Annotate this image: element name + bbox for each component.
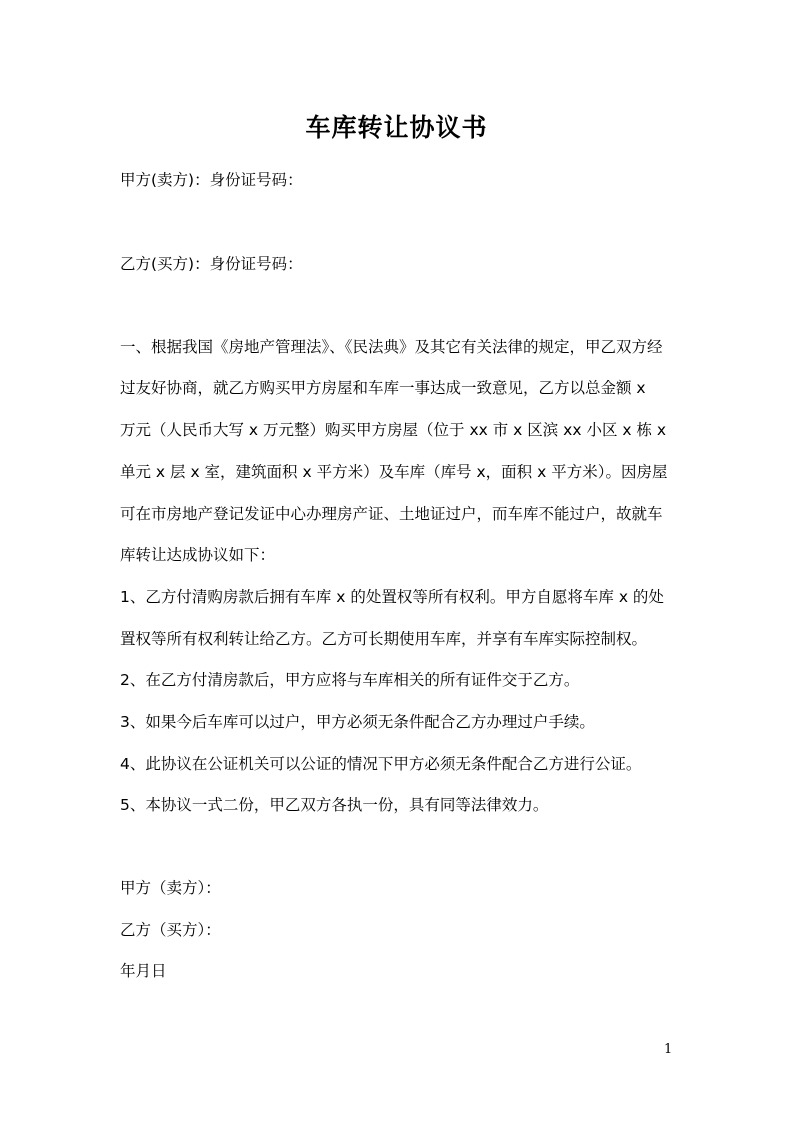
party-a-info: 甲方(卖方)：身份证号码： xyxy=(120,171,303,189)
intro-line: 库转让达成协议如下： xyxy=(120,546,276,564)
party-b-info: 乙方(买方)：身份证号码： xyxy=(120,255,303,273)
page-number: 1 xyxy=(664,1042,673,1057)
date-line: 年月日 xyxy=(120,962,167,980)
clause-3: 3、如果今后车库可以过户，甲方必须无条件配合乙方办理过户手续。 xyxy=(120,713,595,731)
intro-line: 过友好协商，就乙方购买甲方房屋和车库一事达成一致意见，乙方以总金额 x xyxy=(120,379,646,397)
signature-party-b: 乙方（买方）： xyxy=(120,921,221,939)
clause-5: 5、本协议一式二份，甲乙双方各执一份，具有同等法律效力。 xyxy=(120,796,549,814)
document-title: 车库转让协议书 xyxy=(305,113,488,142)
intro-line: 可在市房地产登记发证中心办理房产证、土地证过户，而车库不能过户，故就车 xyxy=(120,505,663,523)
intro-line: 一、根据我国《房地产管理法》、《民法典》及其它有关法律的规定，甲乙双方经 xyxy=(120,338,663,356)
clause-1-line: 置权等所有权利转让给乙方。乙方可长期使用车库，并享有车库实际控制权。 xyxy=(120,630,648,648)
clause-1-line: 1、乙方付清购房款后拥有车库 x 的处置权等所有权利。甲方自愿将车库 x 的处 xyxy=(120,588,664,606)
intro-line: 万元（人民币大写 x 万元整）购买甲方房屋（位于 xx 市 x 区滨 xx 小区 x 栋 x xyxy=(120,421,667,439)
clause-2: 2、在乙方付清房款后，甲方应将与车库相关的所有证件交于乙方。 xyxy=(120,671,580,689)
signature-party-a: 甲方（卖方）： xyxy=(120,879,221,897)
intro-line: 单元 x 层 x 室，建筑面积 x 平方米）及车库（库号 x，面积 x 平方米）。因房屋 xyxy=(120,463,668,481)
clause-4: 4、此协议在公证机关可以公证的情况下甲方必须无条件配合乙方进行公证。 xyxy=(120,755,642,773)
